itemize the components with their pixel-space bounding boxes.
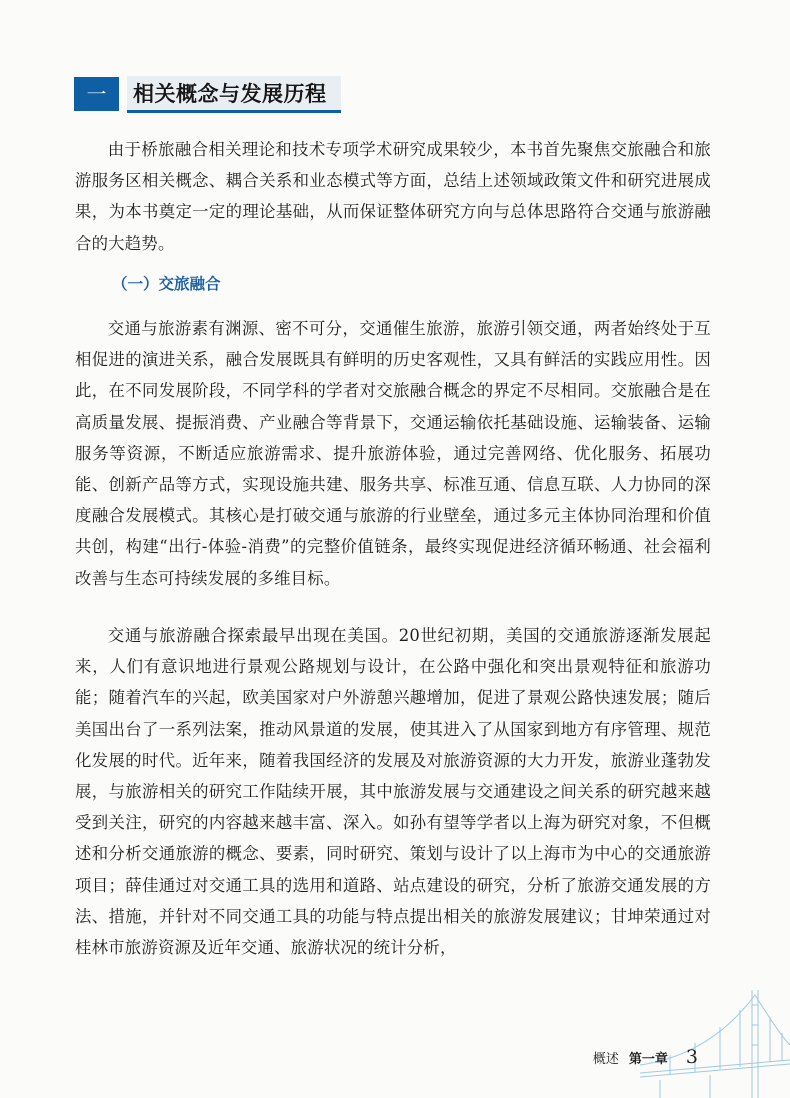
footer-chapter-label: 第一章: [628, 1052, 668, 1067]
footer-section-label: 概述: [592, 1052, 619, 1067]
subsection-title: （一）交旅融合: [112, 275, 221, 293]
page-footer: [593, 1046, 698, 1068]
page-number: 3: [685, 1046, 698, 1068]
section-number: 一: [74, 77, 119, 111]
body-paragraph: 交通与旅游素有渊源、密不可分，交通催生旅游，旅游引领交通，两者始终处于互相促进的演进关系，融合发展既具有鲜明的历史客观性，又具有鲜活的实践应用性。因此，在不同发展阶段，不同学科的学者对交旅融合概念的界定不尽相同。交旅融合是在高质量发展、提振消费、产业融合等背景下，交通运输依托基础设施、运输装备、运输服务等资源，不断适应旅游需求、提升旅游体验，通过完善网络、优化服务、拓展功能、创新产品等方式，实现设施共建、服务共享、标准互通、信息互联、人力协同的深度融合发展模式。其核心是打破交通与旅游的行业壁垒，通过多元主体协同治理和价值共创，构建“出行-体验-消费”的完整价值链条，最终实现促进经济循环畅通、社会福利改善与生态可持续发展的多维目标。: [75, 319, 711, 588]
section-title-box: [127, 76, 341, 113]
bridge-decoration-icon: [640, 985, 790, 1098]
section-header: [74, 76, 341, 112]
intro-paragraph: 由于桥旅融合相关理论和技术专项学术研究成果较少，本书首先聚焦交旅融合和旅游服务区相关概念、耦合关系和业态模式等方面，总结上述领域政策文件和研究进展成果，为本书奠定一定的理论基础，从而保证整体研究方向与总体思路符合交通与旅游融合的大趋势。: [75, 140, 711, 253]
section-divider: [119, 77, 127, 111]
body-paragraph: 交通与旅游融合探索最早出现在美国。20世纪初期，美国的交通旅游逐渐发展起来，人们有意识地进行景观公路规划与设计，在公路中强化和突出景观特征和旅游功能；随着汽车的兴起，欧美国家对户外游憩兴趣增加，促进了景观公路快速发展；随后美国出台了一系列法案，推动风景道的发展，使其进入了从国家到地方有序管理、规范化发展的时代。近年来，随着我国经济的发展及对旅游资源的大力开发，旅游业蓬勃发展，与旅游相关的研究工作陆续开展，其中旅游发展与交通建设之间关系的研究越来越受到关注，研究的内容越来越丰富、深入。如孙有望等学者以上海为研究对象，不但概述和分析交通旅游的概念、要素，同时研究、策划与设计了以上海市为中心的交通旅游项目；薛佳通过对交通工具的选用和道路、站点建设的研究，分析了旅游交通发展的方法、措施，并针对不同交通工具的功能与特点提出相关的旅游发展建议；甘坤荣通过对桂林市旅游资源及近年交通、旅游状况的统计分析，: [75, 626, 711, 958]
section-title: 相关概念与发展历程: [133, 81, 327, 106]
